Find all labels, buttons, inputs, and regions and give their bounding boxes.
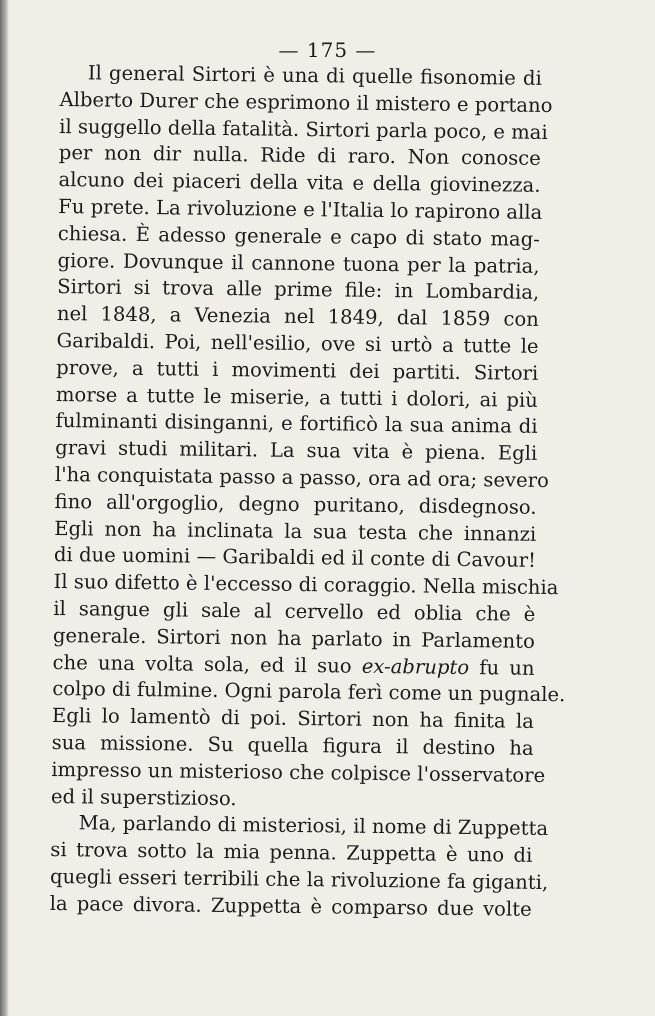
text-line: impresso un misterioso che colpisce l'osservatore <box>51 757 546 787</box>
page-number: — 175 — <box>278 38 377 62</box>
text-line: colpo di fulmine. Ogni parola ferì come un pugnale. <box>52 677 566 707</box>
text-line: fulminanti disinganni, e fortificò la sua anima di <box>55 409 538 439</box>
text-line: per non dir nulla. Ride di raro. Non conosce <box>58 141 541 171</box>
text-line: Egli lo lamentò di poi. Sirtori non ha finita la <box>51 704 535 733</box>
text-line: Egli non ha inclinata la sua testa che innanzi <box>54 516 537 546</box>
text-line: Fu prete. La rivoluzione e l'Italia lo rapirono alla <box>58 194 543 224</box>
text-line: la pace divora. Zuppetta è comparso due volte <box>49 891 532 921</box>
text-line: sua missione. Su quella figura il destino ha <box>51 730 534 760</box>
text-line: generale. Sirtori non ha parlato in Parlamento <box>52 623 536 653</box>
text-line: fino all'orgoglio, degno puritano, disdegnoso. <box>54 489 537 519</box>
italic-phrase: ex-abrupto <box>361 654 470 679</box>
text-line: Ma, parlando di misteriosi, il nome di Zuppetta <box>78 811 549 841</box>
text-line: prove, a tutti i movimenti dei partiti. Sirtori <box>56 355 539 385</box>
text-line: Alberto Durer che esprimono il mistero e portano <box>59 87 553 117</box>
text-line: Garibaldi. Poi, nell'esilio, ove si urtò a tutte le <box>56 328 539 358</box>
text-line: il sangue gli sale al cervello ed oblia che è <box>53 596 536 626</box>
text-line: Sirtori si trova alle prime file: in Lombardia, <box>57 275 540 305</box>
text-line: l'ha conquistata passo a passo, ora ad ora; severo <box>54 462 549 492</box>
text-line: giore. Dovunque il cannone tuona per la patria, <box>57 248 540 278</box>
text-line: morse a tutte le miserie, a tutti i dolori, ai più <box>55 382 539 412</box>
text-line: alcuno dei piaceri della vita e della giovinezza. <box>58 168 541 198</box>
text-line: Il general Sirtori è una di quelle fisonomie di <box>87 61 542 90</box>
text-line: quegli esseri terribili che la rivoluzione fa giganti, <box>49 864 549 894</box>
text-line: Il suo difetto è l'eccesso di coraggio. Nella mischia <box>53 570 559 600</box>
text-line: il suggello della fatalità. Sirtori parla poco, e mai <box>59 114 548 144</box>
text-line: si trova sotto la mia penna. Zuppetta è uno di <box>50 838 533 867</box>
book-spine-shadow <box>0 0 9 1016</box>
text-line: ed il superstizioso. <box>50 784 237 810</box>
text-line: nel 1848, a Venezia nel 1849, dal 1859 con <box>56 302 540 332</box>
text-line: di due uomini — Garibaldi ed il conte di Cavour! <box>53 543 537 573</box>
text-line: chiesa. È adesso generale e capo di stato mag- <box>57 221 540 251</box>
text-line: gravi studi militari. La sua vita è piena. Egli <box>55 436 538 466</box>
text-line: che una volta sola, ed il suo ex-abrupto fu un <box>52 650 535 680</box>
body-text <box>49 60 566 923</box>
